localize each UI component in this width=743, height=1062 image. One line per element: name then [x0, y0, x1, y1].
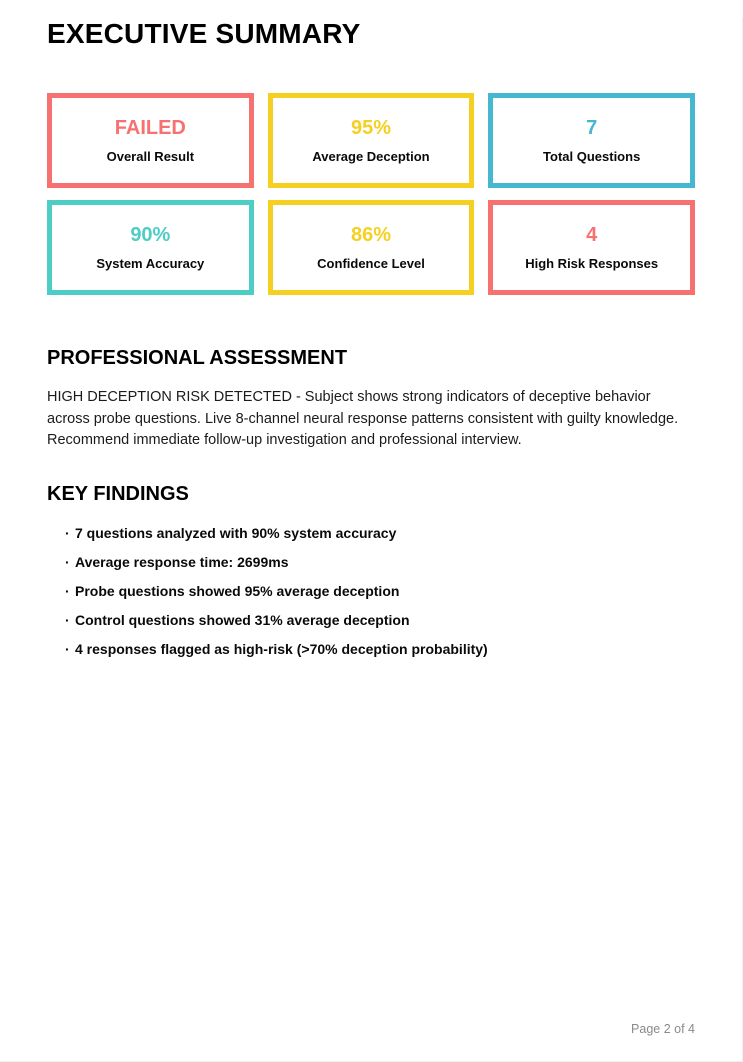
metric-card-system-accuracy	[47, 200, 254, 295]
metric-label: Confidence Level	[317, 256, 425, 271]
list-item-text: Average response time: 2699ms	[75, 553, 289, 570]
metric-label: Total Questions	[543, 149, 641, 164]
list-item	[65, 613, 695, 628]
key-findings-list	[47, 526, 695, 657]
list-item	[65, 642, 695, 657]
bullet-dot: ·	[65, 553, 70, 570]
list-item-text: 7 questions analyzed with 90% system accuracy	[75, 524, 397, 541]
list-item-text: 4 responses flagged as high-risk (>70% deception probability)	[75, 640, 488, 657]
metric-card-overall-result	[47, 93, 254, 188]
key-findings-heading: KEY FINDINGS	[47, 482, 189, 505]
metric-card-total-questions	[488, 93, 695, 188]
summary-metric-cards	[47, 93, 695, 295]
metric-value: 95%	[350, 117, 391, 139]
list-item	[65, 584, 695, 599]
metric-value: 86%	[350, 224, 391, 246]
report-page	[0, 18, 742, 657]
bullet-dot: ·	[65, 611, 70, 628]
metric-label: Average Deception	[312, 149, 430, 164]
list-item-text: Control questions showed 31% average deception	[75, 611, 410, 628]
metric-value: 7	[586, 117, 598, 139]
metric-label: System Accuracy	[96, 256, 205, 271]
professional-assessment-body: HIGH DECEPTION RISK DETECTED - Subject shows strong indicators of deceptive behavior across probe questions. Live 8-channel neural response patterns consistent with guilty knowledge. Recommend immediate follow-up investigation and professional interview.	[47, 389, 679, 448]
bullet-dot: ·	[65, 524, 70, 541]
bullet-dot: ·	[65, 582, 70, 599]
metric-label: High Risk Responses	[525, 256, 659, 271]
metric-card-high-risk-responses	[488, 200, 695, 295]
metric-label: Overall Result	[106, 149, 195, 164]
page-number: Page 2 of 4	[631, 1022, 695, 1036]
bullet-dot: ·	[65, 640, 70, 657]
list-item	[65, 555, 695, 570]
metric-value: 4	[586, 224, 598, 246]
metric-card-confidence-level	[268, 200, 475, 295]
list-item	[65, 526, 695, 541]
professional-assessment-heading: PROFESSIONAL ASSESSMENT	[47, 347, 348, 369]
metric-value: 90%	[130, 224, 171, 246]
metric-value: FAILED	[114, 117, 186, 139]
list-item-text: Probe questions showed 95% average deception	[75, 582, 400, 599]
metric-card-average-deception	[268, 93, 475, 188]
page-title: EXECUTIVE SUMMARY	[47, 18, 361, 49]
